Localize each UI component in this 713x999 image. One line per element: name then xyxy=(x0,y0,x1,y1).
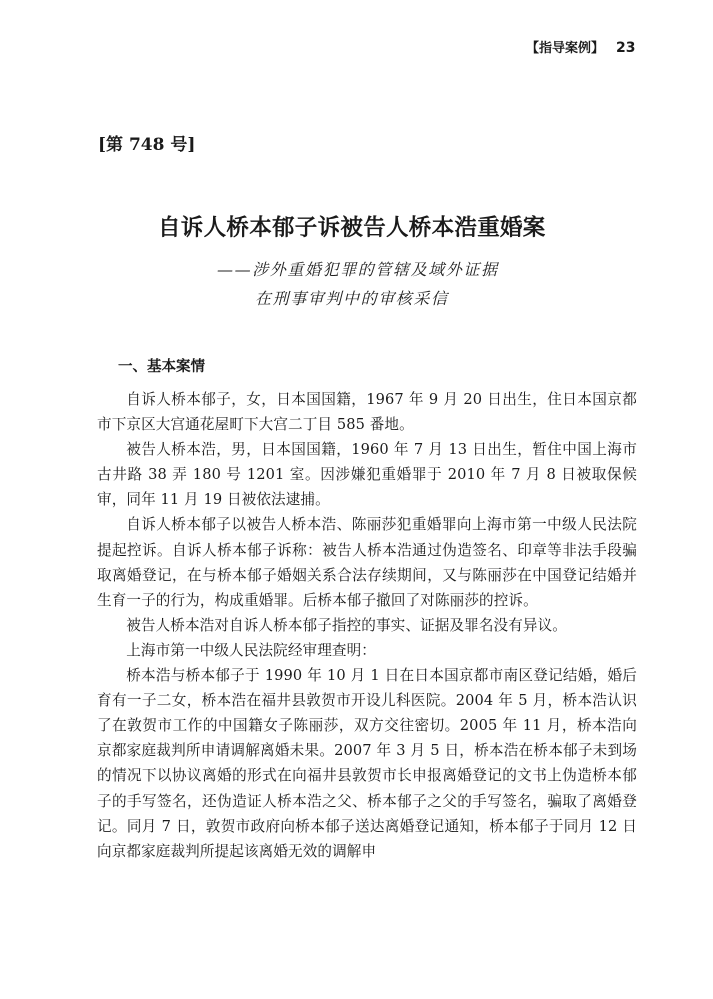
section-label: 【指导案例】 xyxy=(526,41,605,56)
subtitle-line-2: 在刑事审判中的审核采信 xyxy=(255,289,449,308)
paragraph-plaintiff: 自诉人桥本郁子，女，日本国国籍，1967 年 9 月 20 日出生，住日本国京都市下京区大宫通花屋町下大宫二丁目 585 番地。 xyxy=(97,391,637,434)
paragraph-defense: 被告人桥本浩对自诉人桥本郁子指控的事实、证据及罪名没有异议。 xyxy=(126,616,568,634)
running-head xyxy=(526,37,636,56)
paragraph-defendant: 被告人桥本浩，男，日本国国籍，1960 年 7 月 13 日出生，暂住中国上海市古井路 38 弄 180 号 1201 室。因涉嫌犯重婚罪于 2010 年 7 月 8 日被取保候审，同年 11 月 19 日被依法逮捕。 xyxy=(97,441,637,509)
subtitle-line-1: ——涉外重婚犯罪的管辖及域外证据 xyxy=(217,260,499,279)
body-text xyxy=(97,387,637,864)
section-heading: 一、基本案情 xyxy=(118,359,205,375)
page-number: 23 xyxy=(616,40,636,56)
case-title: 自诉人桥本郁子诉被告人桥本浩重婚案 xyxy=(158,215,546,241)
case-number: [第 748 号] xyxy=(98,135,196,155)
paragraph-facts: 桥本浩与桥本郁子于 1990 年 10 月 1 日在日本国京都市南区登记结婚，婚后育有一子二女，桥本浩在福井县敦贺市开设儿科医院。2004 年 5 月，桥本浩认识了在敦贺市工作的中国籍女子陈丽莎，双方交往密切。2005 年 11 月，桥本浩向京都家庭裁判所申请调解离婚未果。2007 年 3 月 5 日，桥本浩在桥本郁子未到场的情况下以协议离婚的形式在向福井县敦贺市长申报离婚登记的文书上伪造桥本郁子的手写签名，还伪造证人桥本浩之父、桥本郁子之父的手写签名，骗取了离婚登记。同月 7 日，敦贺市政府向桥本郁子送达离婚登记通知，桥本郁子于同月 12 日向京都家庭裁判所提起该离婚无效的调解申 xyxy=(97,667,637,860)
paragraph-complaint: 自诉人桥本郁子以被告人桥本浩、陈丽莎犯重婚罪向上海市第一中级人民法院提起控诉。自诉人桥本郁子诉称：被告人桥本浩通过伪造签名、印章等非法手段骗取离婚登记，在与桥本郁子婚姻关系合法存续期间，又与陈丽莎在中国登记结婚并生育一子的行为，构成重婚罪。后桥本郁子撤回了对陈丽莎的控诉。 xyxy=(97,516,637,609)
paragraph-court-finding-intro: 上海市第一中级人民法院经审理查明： xyxy=(126,641,376,659)
